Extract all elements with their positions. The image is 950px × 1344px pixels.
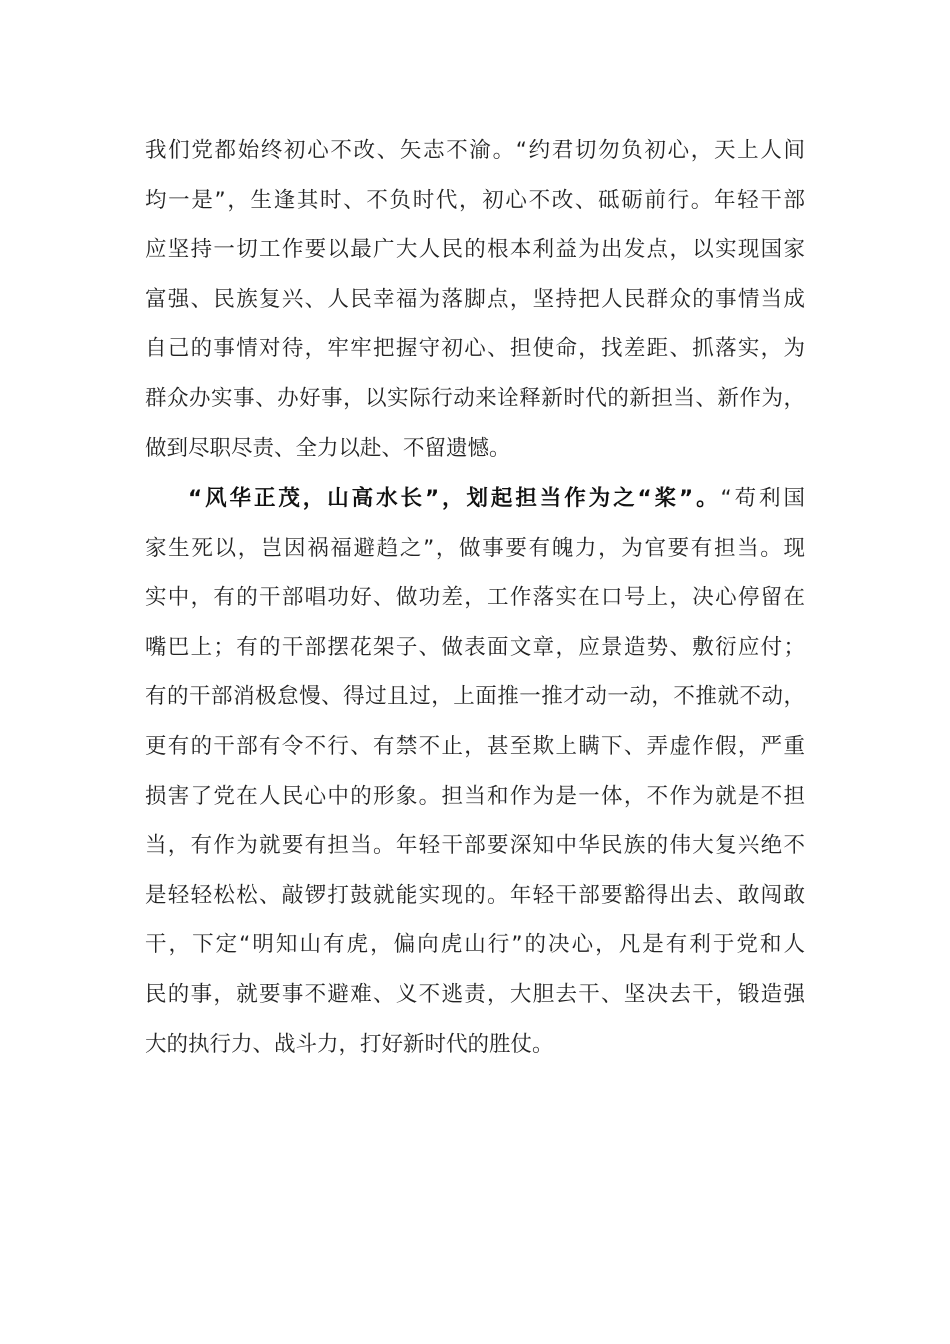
paragraph-heading: “风华正茂，山高水长”，划起担当作为之“桨”。 [188, 486, 721, 511]
paragraph-first-line [145, 474, 805, 524]
paragraph-responsibility [145, 474, 805, 1069]
paragraph-line: 更有的干部有令不行、有禁不止，甚至欺上瞒下、弄虚作假，严重 [145, 733, 805, 759]
paragraph-line: 民的事，就要事不避难、义不逃责，大胆去干、坚决去干，锻造强 [145, 981, 805, 1007]
paragraph-line: 干，下定“明知山有虎，偏向虎山行”的决心，凡是有利于党和人 [145, 932, 805, 958]
paragraph-line: 大的执行力、战斗力，打好新时代的胜仗。 [145, 1031, 554, 1057]
paragraph-initial-commitment [145, 126, 805, 473]
paragraph-line: 当，有作为就要有担当。年轻干部要深知中华民族的伟大复兴绝不 [145, 833, 805, 859]
paragraph-line: 自己的事情对待，牢牢把握守初心、担使命，找差距、抓落实，为 [145, 336, 805, 362]
paragraph-line: 家生死以，岂因祸福避趋之”，做事要有魄力，为官要有担当。现 [145, 535, 805, 561]
paragraph-line: 做到尽职尽责、全力以赴、不留遗憾。 [145, 435, 511, 461]
paragraph-line: 应坚持一切工作要以最广大人民的根本利益为出发点，以实现国家 [145, 237, 805, 263]
paragraph-line: 是轻轻松松、敲锣打鼓就能实现的。年轻干部要豁得出去、敢闯敢 [145, 882, 805, 908]
paragraph-line: 损害了党在人民心中的形象。担当和作为是一体，不作为就是不担 [145, 783, 805, 809]
paragraph-line: 嘴巴上；有的干部摆花架子、做表面文章，应景造势、敷衍应付； [145, 634, 805, 660]
paragraph-line: 均一是”，生逢其时、不负时代，初心不改、砥砺前行。年轻干部 [145, 187, 805, 213]
paragraph-line: 富强、民族复兴、人民幸福为落脚点，坚持把人民群众的事情当成 [145, 286, 805, 312]
paragraph-line: 有的干部消极怠慢、得过且过，上面推一推才动一动，不推就不动， [145, 684, 805, 710]
paragraph-line: 群众办实事、办好事，以实际行动来诠释新时代的新担当、新作为， [145, 385, 805, 411]
paragraph-first-line-rest: “苟利国 [720, 486, 805, 511]
paragraph-line: 我们党都始终初心不改、矢志不渝。“约君切勿负初心，天上人间 [145, 138, 805, 163]
paragraph-line: 实中，有的干部唱功好、做功差，工作落实在口号上，决心停留在 [145, 585, 805, 611]
